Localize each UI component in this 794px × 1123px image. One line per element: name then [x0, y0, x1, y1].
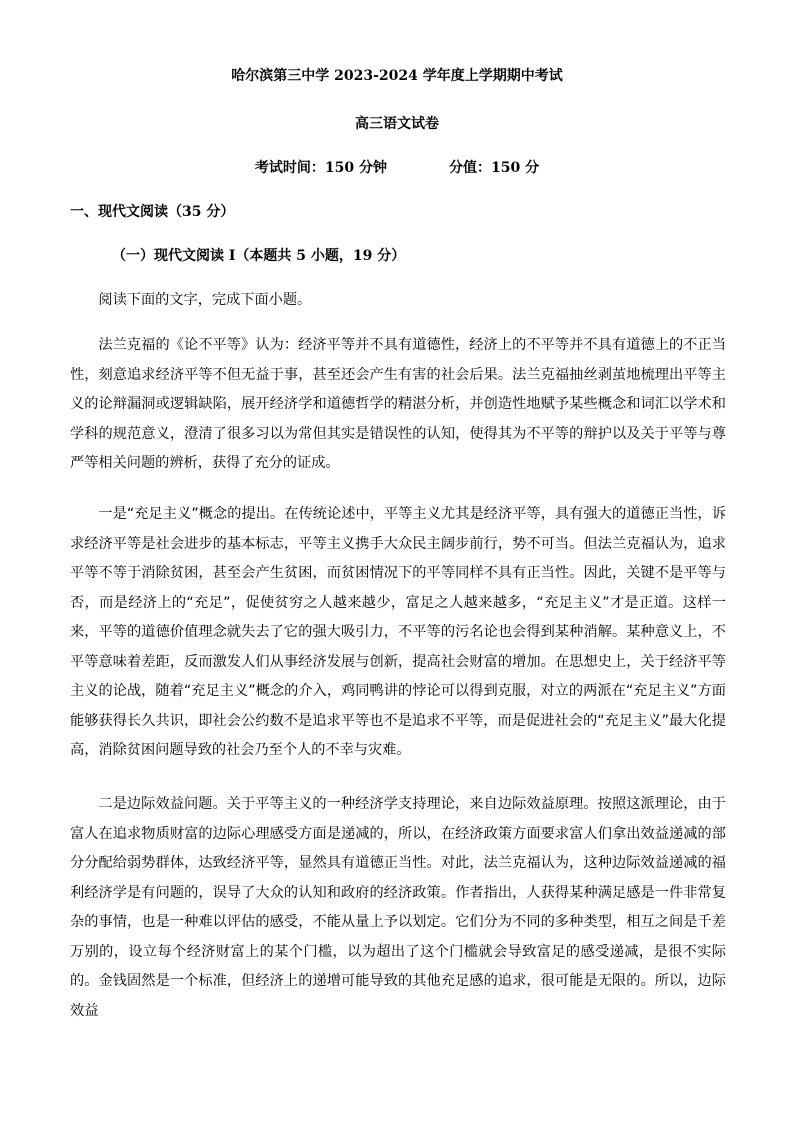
exam-score: 分值：150 分: [449, 160, 540, 176]
section-title: 一、现代文阅读（35 分）: [70, 204, 235, 220]
body-paragraph: 二是边际效益问题。关于平等主义的一种经济学支持理论，来自边际效益原理。按照这派理论，由于富人在追求物质财富的边际心理感受方面是递减的，所以，在经济政策方面要求富人们拿出效益递减的部分分配给弱势群体，达致经济平等，显然具有道德正当性。对此，法兰克福认为，这种边际效益递减的福利经济学是有问题的，误导了大众的认知和政府的经济政策。作者指出，人获得某种满足感是一件非常复杂的事情，也是一种难以评估的感受，不能从量上予以划定。它们分为不同的多种类型，相互之间是千差万别的，设立每个经济财富上的某个门槛，以为超出了这个门槛就会导致富足的感受递减，是很不实际的。金钱固然是一个标准，但经济上的递增可能导致的其他充足感的追求，很可能是无限的。所以，边际效益: [70, 796, 726, 1019]
body-paragraph: 一是“充足主义”概念的提出。在传统论述中，平等主义尤其是经济平等，具有强大的道德正当性，诉求经济平等是社会进步的基本标志，平等主义携手大众民主阔步前行，势不可当。但法兰克福认为，追求平等不等于消除贫困，甚至会产生贫困，而贫困情况下的平等同样不具有正当性。因此，关键不是平等与否，而是经济上的“充足”，促使贫穷之人越来越少，富足之人越来越多，“充足主义”才是正道。这样一来，平等的道德价值理念就失去了它的强大吸引力，不平等的污名论也会得到某种消解。某种意义上，不平等意味着差距，反而激发人们从事经济发展与创新，提高社会财富的增加。在思想史上，关于经济平等主义的论战，随着“充足主义”概念的介入，鸡同鸭讲的悖论可以得到克服，对立的两派在“充足主义”方面能够获得长久共识，即社会公约数不是追求平等也不是追求不平等，而是促进社会的“充足主义”最大化提高，消除贫困问题导致的社会乃至个人的不幸与灾难。: [70, 506, 726, 758]
school-exam-title: 哈尔滨第三中学 2023-2024 学年度上学期期中考试: [231, 68, 563, 84]
subsection-title: （一）现代文阅读 I（本题共 5 小题，19 分）: [112, 248, 406, 264]
body-paragraph: 法兰克福的《论不平等》认为：经济平等并不具有道德性，经济上的不平等并不具有道德上的不正当性，刻意追求经济平等不但无益于事，甚至还会产生有害的社会后果。法兰克福抽丝剥茧地梳理出平等主义的论辩漏洞或逻辑缺陷，展开经济学和道德哲学的精湛分析，并创造性地赋予某些概念和词汇以学术和学科的规范意义，澄清了很多习以为常但其实是错误性的认知，使得其为不平等的辩护以及关于平等与尊严等相关问题的辨析，获得了充分的证成。: [70, 337, 726, 471]
exam-time: 考试时间：150 分钟: [254, 160, 387, 176]
paper-title: 高三语文试卷: [355, 116, 439, 132]
instruction-paragraph: 阅读下面的文字，完成下面小题。: [98, 292, 312, 308]
exam-info: [0, 157, 794, 177]
